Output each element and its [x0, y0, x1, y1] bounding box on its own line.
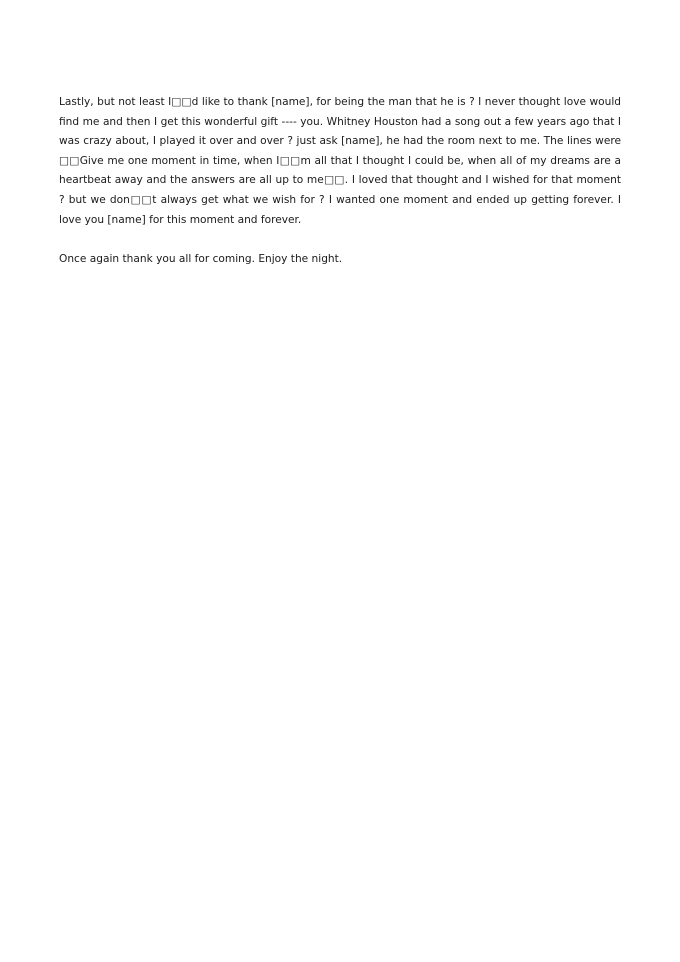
paragraph-closing: Once again thank you all for coming. Enjoy the night.: [59, 252, 343, 265]
paragraph-thank-you: Lastly, but not least I□□d like to thank [name], for being the man that he is ? I never thought love would find me and then I get this wonderful gift ---- you. Whitney Houston had a song out a few years ago that I was crazy about, I played it over and over ? just ask [name], he had the room next to me. The lines were □□Give me one moment in time, when I□□m all that I thought I could be, when all of my dreams are a heartbeat away and the answers are all up to me□□. I loved that thought and I wished for that moment ? but we don□□t always get what we wish for ? I wanted one moment and ended up getting forever. I love you [name] for this moment and forever.: [59, 96, 621, 226]
document-body: [59, 93, 621, 289]
